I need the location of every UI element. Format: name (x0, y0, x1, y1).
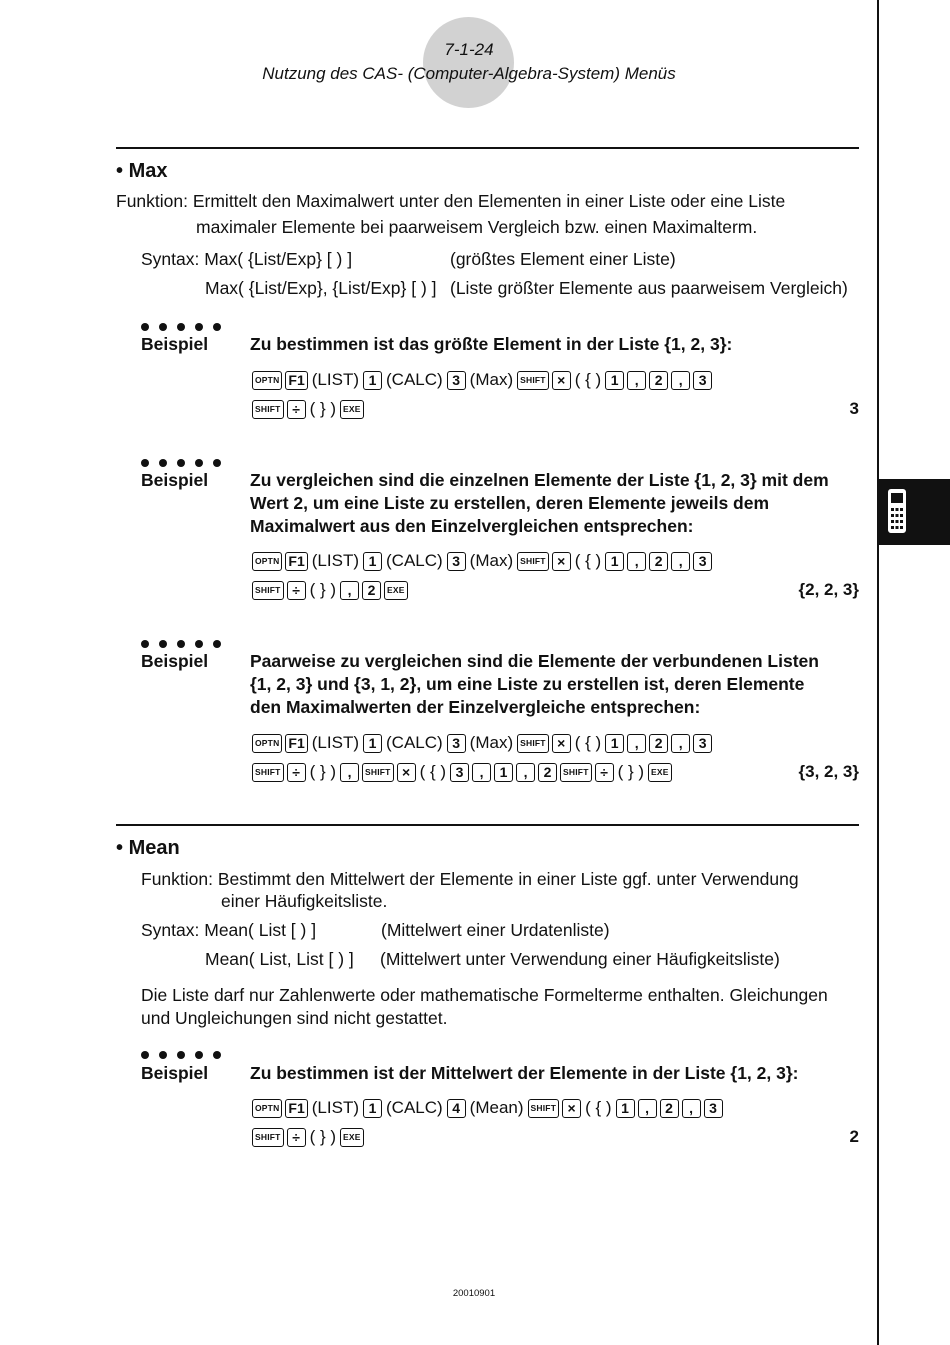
shift-key: SHIFT (560, 763, 592, 782)
key-caption: ( { ) (585, 1098, 612, 1117)
key-caption: (CALC) (386, 370, 443, 389)
key-1: 1 (363, 371, 382, 390)
mean-syntax1-note: (Mittelwert einer Urdatenliste) (381, 920, 610, 940)
key-caption: (Max) (469, 733, 514, 752)
key-sequence-line (252, 762, 672, 782)
optn-key: OPTN (252, 1099, 282, 1118)
key-1: 1 (605, 734, 624, 753)
shift-key: SHIFT (252, 581, 284, 600)
key-sequence-line (252, 1098, 723, 1118)
comma-key: , (638, 1099, 657, 1118)
section-divider (116, 147, 859, 149)
comma-key: , (671, 371, 690, 390)
page-subtitle: Nutzung des CAS- (Computer-Algebra-System) Menüs (262, 64, 676, 83)
bullet: • (116, 160, 124, 182)
shift-key: SHIFT (362, 763, 394, 782)
key-caption: (LIST) (311, 1098, 359, 1117)
key-caption: (Max) (469, 551, 514, 570)
optn-key: OPTN (252, 371, 282, 390)
comma-key: , (627, 734, 646, 753)
mean-title: Mean (128, 837, 180, 859)
key-caption: ( { ) (574, 370, 602, 389)
syntax-text: Mean( List [ ) ] (204, 920, 317, 940)
max-syntax-line1 (141, 249, 352, 270)
mean-syntax2-note: (Mittelwert unter Verwendung einer Häufigkeitsliste) (380, 949, 780, 969)
syntax-label: Syntax: (141, 249, 200, 269)
comma-key: , (682, 1099, 701, 1118)
shift-key: SHIFT (252, 1128, 284, 1147)
example-description: Wert 2, um eine Liste zu erstellen, deren Elemente jeweils dem (250, 493, 770, 513)
key-2: 2 (660, 1099, 679, 1118)
max-function-line1 (116, 191, 785, 212)
section-divider (116, 824, 859, 826)
mean-syntax-line2: Mean( List, List [ ) ] (205, 949, 354, 969)
max-heading (116, 160, 167, 183)
key-caption: ( } ) (309, 1127, 337, 1146)
times-key: × (552, 552, 571, 571)
key-2: 2 (649, 552, 668, 571)
calculator-icon (887, 488, 907, 534)
key-caption: (LIST) (311, 370, 359, 389)
example-description: Paarweise zu vergleichen sind die Elemente der verbundenen Listen (250, 651, 819, 671)
shift-key: SHIFT (528, 1099, 560, 1118)
footer-code: 20010901 (452, 1288, 496, 1299)
example-description: den Maximalwerten der Einzelvergleiche entsprechen: (250, 697, 701, 717)
key-caption: (Max) (469, 370, 514, 389)
key-sequence-line (252, 580, 408, 600)
key-1: 1 (363, 552, 382, 571)
example-dots (141, 1046, 231, 1064)
key-2: 2 (538, 763, 557, 782)
f1-key: F1 (285, 1099, 307, 1118)
chapter-tab (879, 479, 950, 545)
example-description: Zu bestimmen ist der Mittelwert der Elemente in der Liste {1, 2, 3}: (250, 1063, 799, 1083)
key-sequence-line (252, 399, 364, 419)
example-result: {3, 2, 3} (798, 762, 859, 781)
f1-key: F1 (285, 371, 307, 390)
mean-note-line1: Die Liste darf nur Zahlenwerte oder mathematische Formelterme enthalten. Gleichungen (141, 985, 828, 1005)
comma-key: , (340, 581, 359, 600)
f1-key: F1 (285, 734, 307, 753)
divide-key: ÷ (287, 400, 306, 419)
divide-key: ÷ (287, 1128, 306, 1147)
key-3: 3 (693, 734, 712, 753)
exe-key: EXE (648, 763, 672, 782)
mean-note-line2: und Ungleichungen sind nicht gestattet. (141, 1008, 448, 1028)
mean-function-line1 (141, 869, 799, 890)
key-1: 1 (605, 371, 624, 390)
times-key: × (397, 763, 416, 782)
key-caption: ( } ) (617, 762, 645, 781)
key-caption: ( { ) (419, 762, 447, 781)
key-1: 1 (363, 1099, 382, 1118)
key-3: 3 (447, 552, 466, 571)
example-label: Beispiel (141, 651, 209, 671)
divide-key: ÷ (287, 581, 306, 600)
key-caption: (CALC) (386, 1098, 443, 1117)
key-sequence-line (252, 1127, 364, 1147)
shift-key: SHIFT (517, 734, 549, 753)
function-label: Funktion: (141, 869, 213, 889)
example-label: Beispiel (141, 470, 209, 490)
key-caption: ( } ) (309, 399, 337, 418)
key-2: 2 (649, 371, 668, 390)
exe-key: EXE (384, 581, 408, 600)
comma-key: , (472, 763, 491, 782)
syntax-text: Max( {List/Exp} [ ) ] (204, 249, 353, 269)
times-key: × (562, 1099, 581, 1118)
shift-key: SHIFT (517, 552, 549, 571)
page-number-circle (423, 17, 514, 108)
times-key: × (552, 734, 571, 753)
example-result: 3 (849, 399, 859, 418)
key-caption: (CALC) (386, 733, 443, 752)
key-sequence-line (252, 551, 712, 571)
function-text: Bestimmt den Mittelwert der Elemente in einer Liste ggf. unter Verwendung (217, 869, 799, 889)
divide-key: ÷ (595, 763, 614, 782)
right-margin-rule (877, 0, 879, 1345)
max-syntax-line2: Max( {List/Exp}, {List/Exp} [ ) ] (205, 278, 437, 298)
max-function-line2: maximaler Elemente bei paarweisem Vergleich bzw. einen Maximalterm. (196, 217, 758, 237)
key-caption: ( { ) (574, 551, 602, 570)
key-sequence-line (252, 733, 712, 753)
key-caption: (Mean) (469, 1098, 524, 1117)
max-syntax1-note: (größtes Element einer Liste) (450, 249, 676, 269)
f1-key: F1 (285, 552, 307, 571)
max-title: Max (128, 160, 168, 182)
function-label: Funktion: (116, 191, 188, 211)
key-caption: (LIST) (311, 551, 359, 570)
comma-key: , (340, 763, 359, 782)
key-1: 1 (363, 734, 382, 753)
key-caption: (CALC) (386, 551, 443, 570)
example-label: Beispiel (141, 1063, 209, 1083)
key-1: 1 (605, 552, 624, 571)
key-3: 3 (450, 763, 469, 782)
comma-key: , (627, 371, 646, 390)
mean-syntax-line1 (141, 920, 316, 941)
max-syntax2-note: (Liste größter Elemente aus paarweisem Vergleich) (450, 278, 848, 298)
shift-key: SHIFT (252, 400, 284, 419)
key-caption: (LIST) (311, 733, 359, 752)
key-3: 3 (704, 1099, 723, 1118)
shift-key: SHIFT (517, 371, 549, 390)
example-result: {2, 2, 3} (798, 580, 859, 599)
example-description: Zu bestimmen ist das größte Element in der Liste {1, 2, 3}: (250, 334, 733, 354)
example-description: Zu vergleichen sind die einzelnen Elemente der Liste {1, 2, 3} mit dem (250, 470, 829, 490)
page-number: 7-1-24 (444, 40, 494, 59)
exe-key: EXE (340, 400, 364, 419)
key-caption: ( } ) (309, 580, 337, 599)
key-2: 2 (649, 734, 668, 753)
key-2: 2 (362, 581, 381, 600)
key-3: 3 (693, 552, 712, 571)
exe-key: EXE (340, 1128, 364, 1147)
shift-key: SHIFT (252, 763, 284, 782)
key-caption: ( } ) (309, 762, 337, 781)
example-label: Beispiel (141, 334, 209, 354)
comma-key: , (671, 552, 690, 571)
comma-key: , (627, 552, 646, 571)
key-1: 1 (616, 1099, 635, 1118)
key-3: 3 (447, 371, 466, 390)
mean-function-line2: einer Häufigkeitsliste. (221, 891, 388, 911)
times-key: × (552, 371, 571, 390)
function-text: Ermittelt den Maximalwert unter den Elementen in einer Liste oder eine Liste (192, 191, 786, 211)
divide-key: ÷ (287, 763, 306, 782)
comma-key: , (516, 763, 535, 782)
key-1: 1 (494, 763, 513, 782)
example-description: {1, 2, 3} und {3, 1, 2}, um eine Liste zu erstellen ist, deren Elemente (250, 674, 805, 694)
mean-heading (116, 837, 180, 860)
key-4: 4 (447, 1099, 466, 1118)
example-description: Maximalwert aus den Einzelvergleichen entsprechen: (250, 516, 694, 536)
example-result: 2 (849, 1127, 859, 1146)
bullet: • (116, 837, 124, 859)
syntax-label: Syntax: (141, 920, 200, 940)
key-caption: ( { ) (574, 733, 602, 752)
key-3: 3 (447, 734, 466, 753)
comma-key: , (671, 734, 690, 753)
optn-key: OPTN (252, 734, 282, 753)
optn-key: OPTN (252, 552, 282, 571)
key-3: 3 (693, 371, 712, 390)
key-sequence-line (252, 370, 712, 390)
